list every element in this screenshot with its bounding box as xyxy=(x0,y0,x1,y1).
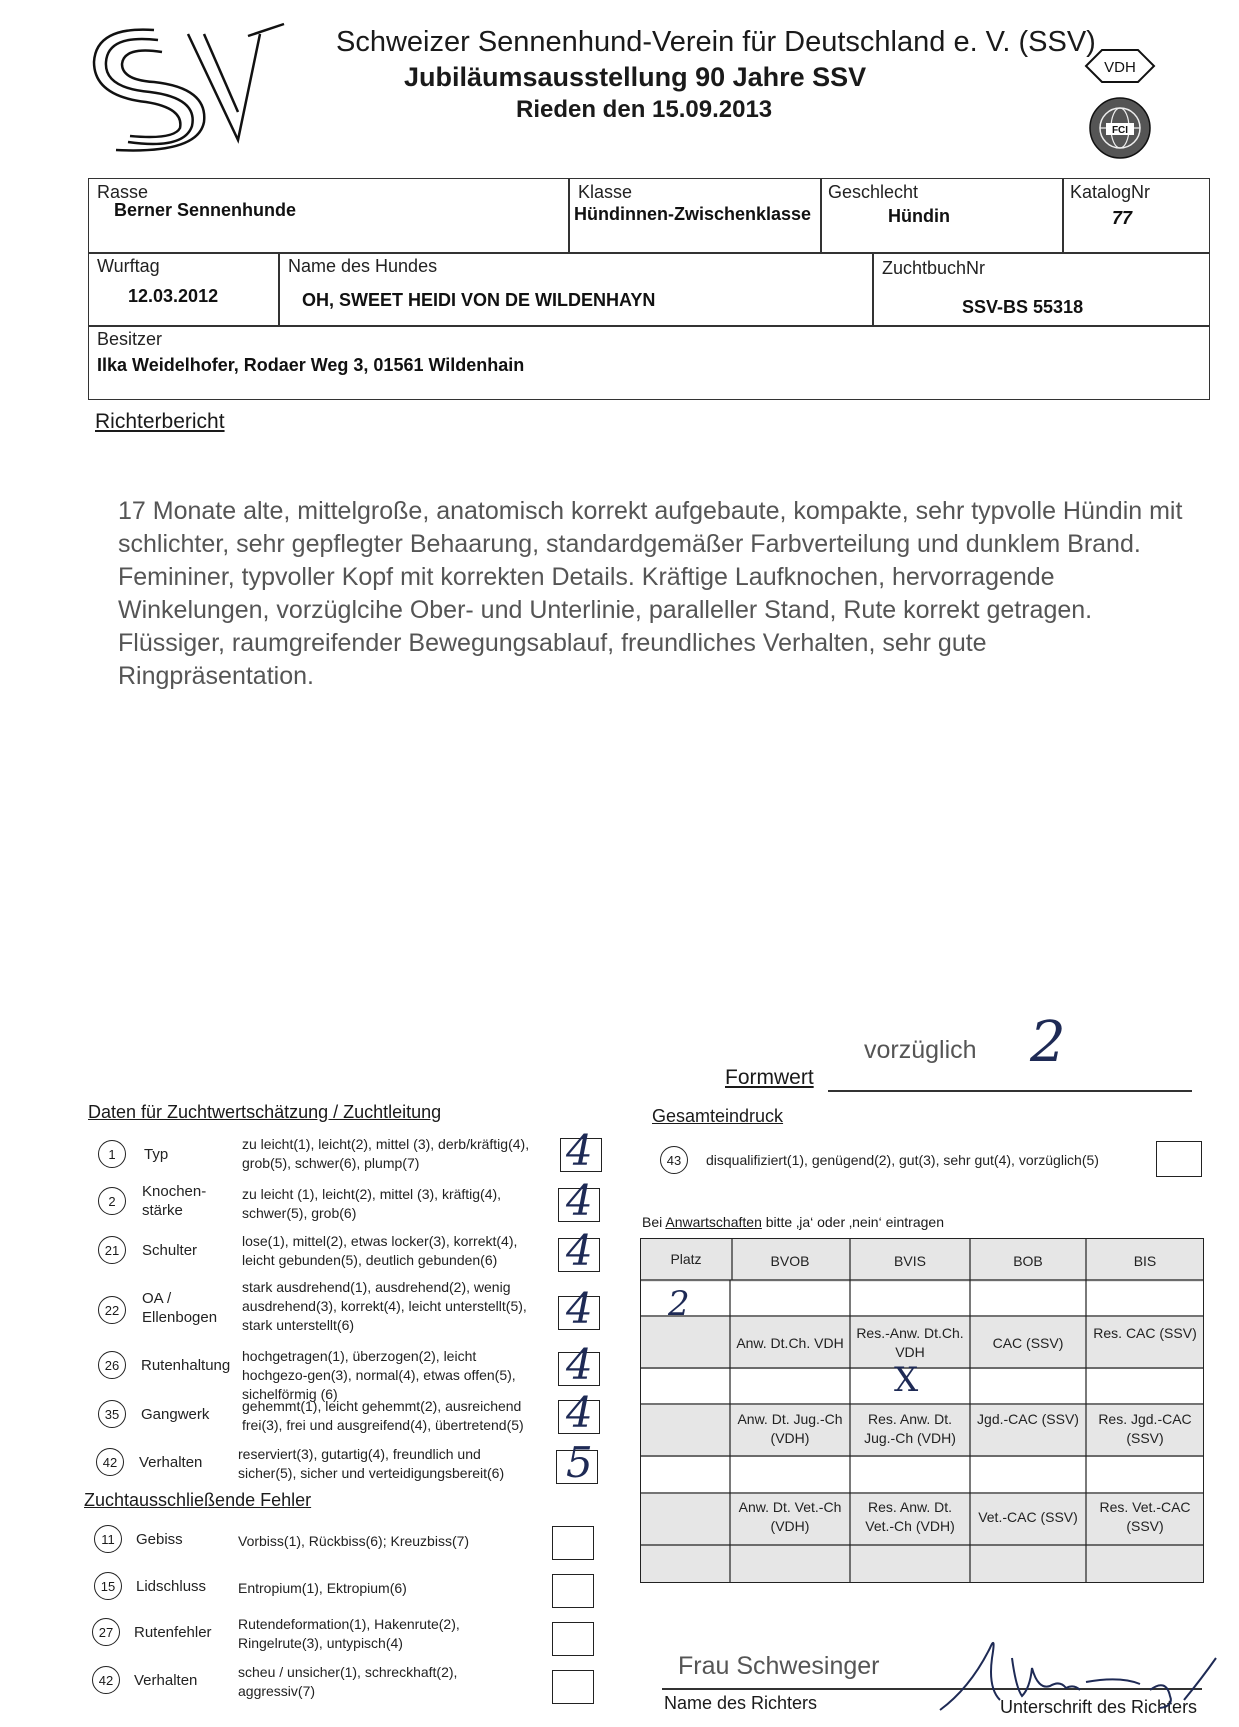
item-options: Vorbiss(1), Rückbiss(6); Kreuzbiss(7) xyxy=(238,1533,470,1549)
zuchtwert-title: Daten für Zuchtwertschätzung / Zuchtleitung xyxy=(88,1102,442,1122)
gesamt-options: disqualifiziert(1), genügend(2), gut(3), sehr gut(4), vorzüglich(5) xyxy=(706,1152,1099,1168)
item-name: Verhalten xyxy=(139,1454,203,1471)
award-cell: Jgd.-CAC (SSV) xyxy=(977,1411,1079,1427)
item-checkbox[interactable] xyxy=(552,1526,594,1560)
award-cell: Res.-Anw. Dt.Ch. VDH xyxy=(856,1325,964,1360)
klasse-label: Klasse xyxy=(578,182,633,202)
geschlecht-value: Hündin xyxy=(888,206,950,226)
award-cell: Res. Anw. Dt. Jug.-Ch (VDH) xyxy=(864,1411,956,1446)
item-options: reserviert(3), gutartig(4), freundlich und sicher(5), sicher und verteidigungsbereit(6) xyxy=(238,1446,505,1481)
item-name: OA / Ellenbogen xyxy=(142,1290,218,1326)
item-options: gehemmt(1), leicht gehemmt(2), ausreichend frei(3), frei und ausgreifend(4), übertretend(5) xyxy=(242,1398,524,1433)
award-cell: Anw. Dt. Jug.-Ch (VDH) xyxy=(737,1411,843,1446)
ssv-logo xyxy=(88,22,288,152)
rasse-value: Berner Sennenhunde xyxy=(114,200,297,220)
besitzer-value: Ilka Weidelhofer, Rodaer Weg 3, 01561 Wildenhain xyxy=(97,355,525,375)
award-cell: Res. CAC (SSV) xyxy=(1093,1325,1197,1341)
judge-name-label: Name des Richters xyxy=(664,1693,818,1713)
dog-name-value: OH, SWEET HEIDI VON DE WILDENHAYN xyxy=(302,290,656,310)
award-cell: CAC (SSV) xyxy=(992,1335,1064,1351)
item-options: lose(1), mittel(2), etwas locker(3), korrekt(4), leicht gebunden(5), deutlich gebunden(6) xyxy=(242,1233,518,1268)
award-cell: Res. Vet.-CAC (SSV) xyxy=(1099,1499,1191,1534)
item-name: Verhalten xyxy=(134,1672,198,1689)
item-options: Rutendeformation(1), Hakenrute(2), Ringelrute(3), untypisch(4) xyxy=(238,1616,460,1651)
wurftag-value: 12.03.2012 xyxy=(128,286,219,306)
zuchtbuch-label: ZuchtbuchNr xyxy=(882,258,986,278)
award-cell: Res. Jgd.-CAC (SSV) xyxy=(1098,1411,1192,1446)
org-name: Schweizer Sennenhund-Verein für Deutschland e. V. (SSV) xyxy=(336,26,1096,58)
item-checkbox[interactable] xyxy=(552,1622,594,1656)
item-name: Rutenhaltung xyxy=(141,1357,231,1374)
item-mark-handwritten: 4 xyxy=(566,1176,593,1225)
zuchtbuch-value: SSV-BS 55318 xyxy=(962,297,1084,317)
item-options: Entropium(1), Ektropium(6) xyxy=(238,1580,407,1596)
item-name: Gebiss xyxy=(136,1531,183,1548)
anwartschaft-note: Bei Anwartschaften bitte ‚ja‘ oder ‚nein‘ eintragen xyxy=(642,1214,944,1230)
report-text: 17 Monate alte, mittelgroße, anatomisch korrekt aufgebaute, kompakte, sehr typvolle Hündin mit schlichter, sehr gepflegter Behaarung, standardgemäßer Farbverteilung und dunklem Brand. Femininer, typvoller Kopf mit korrekten Details. Kräftige Laufknochen, hervorragende Winkelungen, vorzüglcihe Ober- und Unterlinie, paralleller Stand, Rute korrekt getragen. Flüssiger, raumgreifender Bewegungsablauf, freundliches Verhalten, sehr gute Ringpräsentation. xyxy=(118,497,1183,690)
fci-logo xyxy=(1088,96,1152,160)
event-place-date: Rieden den 15.09.2013 xyxy=(516,96,773,123)
item-options: stark ausdrehend(1), ausdrehend(2), wenig ausdrehend(3), korrekt(4), leicht unterstellt(5), stark unterstellt(6) xyxy=(242,1279,527,1333)
name-label: Name des Hundes xyxy=(288,256,438,276)
item-options: hochgetragen(1), überzogen(2), leicht hochgezo-gen(3), normal(4), etwas offen(5), sichelförmig (6) xyxy=(242,1348,516,1402)
item-number: 2 xyxy=(98,1187,126,1215)
item-name: Typ xyxy=(144,1146,169,1163)
katalog-value: 77 xyxy=(1112,208,1133,228)
fehler-title: Zuchtausschließende Fehler xyxy=(84,1490,312,1510)
item-mark-handwritten: 4 xyxy=(566,1226,593,1275)
header-platz: Platz xyxy=(670,1251,702,1267)
formwert-value: vorzüglich xyxy=(864,1036,977,1064)
besitzer-label: Besitzer xyxy=(97,329,163,349)
judge-signature-label: Unterschrift des Richters xyxy=(1000,1697,1198,1717)
item-options: scheu / unsicher(1), schreckhaft(2), aggressiv(7) xyxy=(238,1664,458,1699)
item-name: Knochen- stärke xyxy=(142,1183,207,1219)
header-bis: BIS xyxy=(1133,1253,1157,1269)
item-mark-handwritten: 4 xyxy=(566,1388,593,1437)
item-mark-handwritten: 5 xyxy=(566,1438,593,1487)
item-name: Lidschluss xyxy=(136,1578,207,1595)
event-title: Jubiläumsausstellung 90 Jahre SSV xyxy=(404,62,867,92)
item-number: 35 xyxy=(98,1400,126,1428)
item-name: Schulter xyxy=(142,1242,198,1259)
item-number: 15 xyxy=(94,1572,122,1600)
item-number: 42 xyxy=(96,1448,124,1476)
item-mark-handwritten: 4 xyxy=(566,1340,593,1389)
svg-text:FCI: FCI xyxy=(1111,125,1129,136)
judge-signature xyxy=(930,1618,1220,1718)
header-bvis: BVIS xyxy=(894,1253,926,1269)
klasse-value: Hündinnen-Zwischenklasse xyxy=(574,204,812,224)
report-title: Richterbericht xyxy=(95,410,225,433)
formwert-place-handwritten: 2 xyxy=(1030,1010,1066,1075)
geschlecht-label: Geschlecht xyxy=(828,182,919,202)
award-cell: Vet.-CAC (SSV) xyxy=(978,1509,1078,1525)
formwert-label: Formwert xyxy=(725,1066,814,1089)
item-checkbox[interactable] xyxy=(552,1574,594,1608)
bvis-cross-handwritten: X xyxy=(894,1360,919,1400)
item-number: 27 xyxy=(92,1618,120,1646)
header-bob: BOB xyxy=(1013,1253,1043,1269)
award-cell: Anw. Dt. Vet.-Ch (VDH) xyxy=(738,1499,842,1534)
vdh-logo xyxy=(1080,44,1160,88)
katalog-label: KatalogNr xyxy=(1070,182,1151,202)
wurftag-label: Wurftag xyxy=(97,256,160,276)
item-number: 1 xyxy=(98,1140,126,1168)
item-name: Gangwerk xyxy=(141,1406,210,1423)
gesamt-checkbox[interactable] xyxy=(1156,1141,1202,1177)
judge-name: Frau Schwesinger xyxy=(678,1652,880,1680)
gesamt-number: 43 xyxy=(660,1146,688,1174)
item-number: 21 xyxy=(98,1236,126,1264)
item-mark-handwritten: 4 xyxy=(566,1284,593,1333)
award-cell: Anw. Dt.Ch. VDH xyxy=(736,1335,844,1351)
platz-handwritten: 2 xyxy=(668,1284,690,1324)
header-bvob: BVOB xyxy=(770,1253,810,1269)
rasse-label: Rasse xyxy=(97,182,149,202)
item-checkbox[interactable] xyxy=(552,1670,594,1704)
item-number: 26 xyxy=(98,1351,126,1379)
item-number: 42 xyxy=(92,1666,120,1694)
item-mark-handwritten: 4 xyxy=(566,1126,593,1175)
item-options: zu leicht(1), leicht(2), mittel (3), derb/kräftig(4), grob(5), schwer(6), plump(7) xyxy=(242,1136,530,1171)
item-name: Rutenfehler xyxy=(134,1624,212,1641)
item-options: zu leicht (1), leicht(2), mittel (3), kräftig(4), schwer(5), grob(6) xyxy=(242,1186,502,1221)
gesamt-title: Gesamteindruck xyxy=(652,1106,784,1126)
item-number: 22 xyxy=(98,1296,126,1324)
item-number: 11 xyxy=(94,1525,122,1553)
svg-text:VDH: VDH xyxy=(1104,59,1136,76)
award-cell: Res. Anw. Dt. Vet.-Ch (VDH) xyxy=(865,1499,955,1534)
